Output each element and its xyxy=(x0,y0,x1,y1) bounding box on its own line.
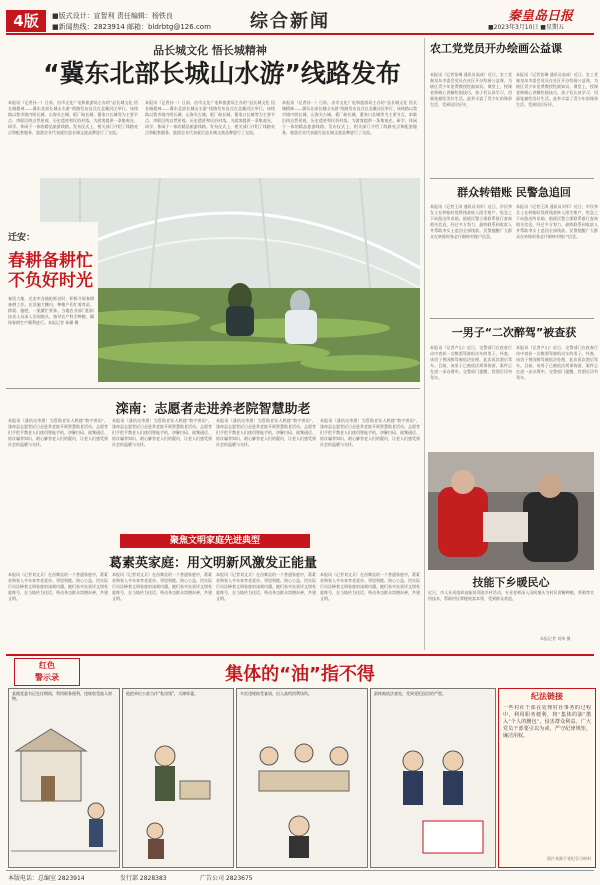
comic-caption-1: 某镇党委书记在任期间，利用职务便利，违规收受他人财物。 xyxy=(12,691,112,701)
comic-panel-1 xyxy=(8,688,120,868)
lead-headline: “冀东北部长城山水游”线路发布 xyxy=(43,59,401,88)
section-title: 综合新闻 xyxy=(250,11,330,32)
footer-line-3: 广告公司 2823675 xyxy=(200,875,253,882)
comic-panel-1-art xyxy=(11,721,117,861)
comic-panel-3-art xyxy=(239,721,365,861)
skills-credit: 本报记者 刘伟 摄 xyxy=(540,636,571,641)
corner-tag-1: 红色 xyxy=(39,660,55,670)
right-body-1a: 本报讯（记者张琳 通讯员高成）近日，农工党秦皇岛市委会党员在社区开办绘画公益课，为辖区青少年免费教授绘画知识。课堂上，授课老师耐心讲解绘画技巧，孩子们认真学习，用画笔描绘美好生活。此举丰富了青少年的课余生活，受到居民好评。 xyxy=(430,72,512,107)
civil-body-4: 本报讯（记者刘文兵）在昌黎县的一个普通家庭中，葛素英和家人多年来孝老爱亲、邻里和睦、热心公益，用实际行动诠释着文明家庭的深刻内涵。她们家多次获评文明家庭称号，在当地传为佳话，带动身边群众崇德向善、共建文明。 xyxy=(320,572,420,601)
civil-headline: 葛素英家庭：用文明新风激发正能量 xyxy=(108,556,317,571)
comic-caption-2: 他把单位公款当作“私房钱”，大肆挥霍。 xyxy=(126,691,199,696)
date-line: ■2023年3月10日 ■星期五 xyxy=(488,24,564,31)
volunteer-body-2: 本报讯（通讯员李建）为帮助老年人跨越“数字鸿沟”，滦南县志愿者近日走进养老院开展智慧助老活动。志愿者们手把手教老人们使用智能手机，讲解扫码、视频通话、防诈骗等知识，耐心解答老人们的疑问，让老人们感受到社会的温暖与关怀。 xyxy=(112,418,212,447)
comic-panel-3 xyxy=(236,688,368,868)
column-divider xyxy=(424,38,425,650)
civil-banner: 聚焦文明家庭先进典型 xyxy=(120,534,310,548)
right-body-2b: 本报讯（记者王涛 通讯员刘军）近日，市民李女士在转账时误将钱款转入陌生账户，焦急之下向派出所求助。值班民警立即联系银行查询相关信息，经过多方努力，最终联系到收款人并帮助李女士追回全部钱款。民警提醒广大群众在转账时务必仔细核对账户信息。 xyxy=(516,204,598,239)
right-body-2a: 本报讯（记者王涛 通讯员刘军）近日，市民李女士在转账时误将钱款转入陌生账户，焦急之下向派出所求助。值班民警立即联系银行查询相关信息，经过多方努力，最终联系到收款人并帮助李女士追回全部钱款。民警提醒广大群众在转账时务必仔细核对账户信息。 xyxy=(430,204,512,239)
right-rule-2 xyxy=(430,318,594,319)
comic-panel-4-art xyxy=(373,721,493,861)
civil-body-3: 本报讯（记者刘文兵）在昌黎县的一个普通家庭中，葛素英和家人多年来孝老爱亲、邻里和睦、热心公益，用实际行动诠释着文明家庭的深刻内涵。她们家多次获评文明家庭称号，在当地传为佳话，带动身边群众崇德向善、共建文明。 xyxy=(216,572,316,601)
civil-body-2: 本报讯（记者刘文兵）在昌黎县的一个普通家庭中，葛素英和家人多年来孝老爱亲、邻里和睦、热心公益，用实际行动诠释着文明家庭的深刻内涵。她们家多次获评文明家庭称号，在当地传为佳话，带动身边群众崇德向善、共建文明。 xyxy=(112,572,212,601)
volunteer-body-4: 本报讯（通讯员李建）为帮助老年人跨越“数字鸿沟”，滦南县志愿者近日走进养老院开展智慧助老活动。志愿者们手把手教老人们使用智能手机，讲解扫码、视频通话、防诈骗等知识，耐心解答老人们的疑问，让老人们感受到社会的温暖与关怀。 xyxy=(320,418,420,447)
comic-caption-4: 最终被依法查处，受到党纪国法的严惩。 xyxy=(374,691,446,696)
right-rule-1 xyxy=(430,178,594,179)
footer-line-1: 本版电话：总编室 2823914 xyxy=(8,875,85,882)
comic-sidebar-body: 一些村社干部在处理村社事务的过程中，利用职务便利，将“集体的油”揩入“个人的腰包”，侵害群众利益。广大党员干部要引以为戒，严守纪律规矩，廉洁用权。 xyxy=(503,705,591,739)
comic-caption-3: 多次违规接受宴请，出入高档消费场所。 xyxy=(240,691,312,696)
comic-corner-tag xyxy=(14,658,80,686)
right-body-3a: 本报讯（记者卢山）近日，交警部门在夜查行动中查获一名醉酒驾驶机动车的男子。经查，该男子曾因醉驾被依法处理，此次再次酒后驾车。目前，该男子已被依法刑事拘留，案件正在进一步办理中。交警部门提醒，饮酒后切勿驾车。 xyxy=(430,345,512,380)
footer-rule xyxy=(6,870,594,871)
right-headline-2: 群众转错账 民警急追回 xyxy=(457,186,571,199)
paper-name-logo: 秦皇岛日报 xyxy=(508,9,574,24)
skills-headline: 技能下乡暖民心 xyxy=(472,576,550,589)
skills-photo-art xyxy=(428,452,594,570)
lead-body-col-2: 本报讯（记者孙一）日前，由市文化广电和旅游局主办的“品长城文化 悟长城精神——冀东北部长城山水游”线路发布仪式在北戴河区举行。该线路以我市境内明长城、山海关古城、板厂峪长城、董家口长城等为主要节点，串联沿线自然景观、历史遗迹和民俗村落，为游客提供一条集观光、研学、休闲于一体的精品旅游线路。发布仪式上，相关部门介绍了线路亮点和配套服务，旅游企业代表就打造长城文旅品牌进行了交流。 xyxy=(145,100,275,135)
comic-panel-4 xyxy=(370,688,496,868)
page-badge: 4版 xyxy=(6,10,46,32)
comic-panel-2-art xyxy=(125,721,231,861)
comic-top-rule xyxy=(6,654,594,656)
farm-headline-2: 不负好时光 xyxy=(8,271,93,291)
right-headline-1: 农工党党员开办绘画公益课 xyxy=(430,42,562,55)
comic-credit: 图片来源于党纪学习材料 xyxy=(547,856,591,861)
skills-body: 近日，市人社局组织技能培训进乡村活动，专业老师深入田间地头为村民讲解种植、养殖等实用技术，帮助村民掌握致富本领，受到群众欢迎。 xyxy=(428,590,594,601)
comic-sidebar-title: 纪法链接 xyxy=(531,691,563,701)
lead-body-col-1: 本报讯（记者孙一）日前，由市文化广电和旅游局主办的“品长城文化 悟长城精神——冀东北部长城山水游”线路发布仪式在北戴河区举行。该线路以我市境内明长城、山海关古城、板厂峪长城、董家口长城等为主要节点，串联沿线自然景观、历史遗迹和民俗村落，为游客提供一条集观光、研学、休闲于一体的精品旅游线路。发布仪式上，相关部门介绍了线路亮点和配套服务，旅游企业代表就打造长城文旅品牌进行了交流。 xyxy=(8,100,138,135)
farm-body: 春回大地，迁安市各地抢抓农时，积极开展春耕备耕工作。在设施大棚内，种植户们忙着育苗、移栽、施肥，一派繁忙景象。当地农业部门组织技术人员深入田间地头，指导农户科学种植，确保春耕生产顺利进行。本报记者 孙璐 摄 xyxy=(8,296,94,325)
civil-body-1: 本报讯（记者刘文兵）在昌黎县的一个普通家庭中，葛素英和家人多年来孝老爱亲、邻里和睦、热心公益，用实际行动诠释着文明家庭的深刻内涵。她们家多次获评文明家庭称号，在当地传为佳话，带动身边群众崇德向善、共建文明。 xyxy=(8,572,108,601)
volunteer-headline: 滦南：志愿者走进养老院智慧助老 xyxy=(115,402,311,417)
comic-sidebar xyxy=(498,688,596,868)
farm-dateline: 迁安： xyxy=(8,233,36,243)
masthead-rule xyxy=(6,33,594,35)
right-body-3b: 本报讯（记者卢山）近日，交警部门在夜查行动中查获一名醉酒驾驶机动车的男子。经查，该男子曾因醉驾被依法处理，此次再次酒后驾车。目前，该男子已被依法刑事拘留，案件正在进一步办理中。交警部门提醒，饮酒后切勿驾车。 xyxy=(516,345,598,380)
lead-body-col-3: 本报讯（记者孙一）日前，由市文化广电和旅游局主办的“品长城文化 悟长城精神——冀东北部长城山水游”线路发布仪式在北戴河区举行。该线路以我市境内明长城、山海关古城、板厂峪长城、董家口长城等为主要节点，串联沿线自然景观、历史遗迹和民俗村落，为游客提供一条集观光、研学、休闲于一体的精品旅游线路。发布仪式上，相关部门介绍了线路亮点和配套服务，旅游企业代表就打造长城文旅品牌进行了交流。 xyxy=(282,100,417,135)
volunteer-rule xyxy=(6,388,420,389)
comic-panel-2 xyxy=(122,688,234,868)
comic-headline: 集体的“油”指不得 xyxy=(225,664,375,685)
lead-kicker: 品长城文化 悟长城精神 xyxy=(153,44,267,57)
footer-line-2: 发行部 2828383 xyxy=(120,875,167,882)
contact-line: ■新闻热线：2823914 邮箱：bldrbtg@126.com xyxy=(52,23,211,31)
right-body-1b: 本报讯（记者张琳 通讯员高成）近日，农工党秦皇岛市委会党员在社区开办绘画公益课，为辖区青少年免费教授绘画知识。课堂上，授课老师耐心讲解绘画技巧，孩子们认真学习，用画笔描绘美好生活。此举丰富了青少年的课余生活，受到居民好评。 xyxy=(516,72,598,107)
farm-headline-1: 春耕备耕忙 xyxy=(8,251,93,271)
corner-tag-2: 警示录 xyxy=(35,672,59,682)
skills-photo xyxy=(428,452,594,570)
editor-line: ■版式设计：宣智利 责任编辑：杨铁良 xyxy=(52,12,173,20)
volunteer-body-1: 本报讯（通讯员李建）为帮助老年人跨越“数字鸿沟”，滦南县志愿者近日走进养老院开展智慧助老活动。志愿者们手把手教老人们使用智能手机，讲解扫码、视频通话、防诈骗等知识，耐心解答老人们的疑问，让老人们感受到社会的温暖与关怀。 xyxy=(8,418,108,447)
volunteer-body-3: 本报讯（通讯员李建）为帮助老年人跨越“数字鸿沟”，滦南县志愿者近日走进养老院开展智慧助老活动。志愿者们手把手教老人们使用智能手机，讲解扫码、视频通话、防诈骗等知识，耐心解答老人们的疑问，让老人们感受到社会的温暖与关怀。 xyxy=(216,418,316,447)
right-headline-3: 一男子“二次醉驾”被查获 xyxy=(451,326,577,339)
